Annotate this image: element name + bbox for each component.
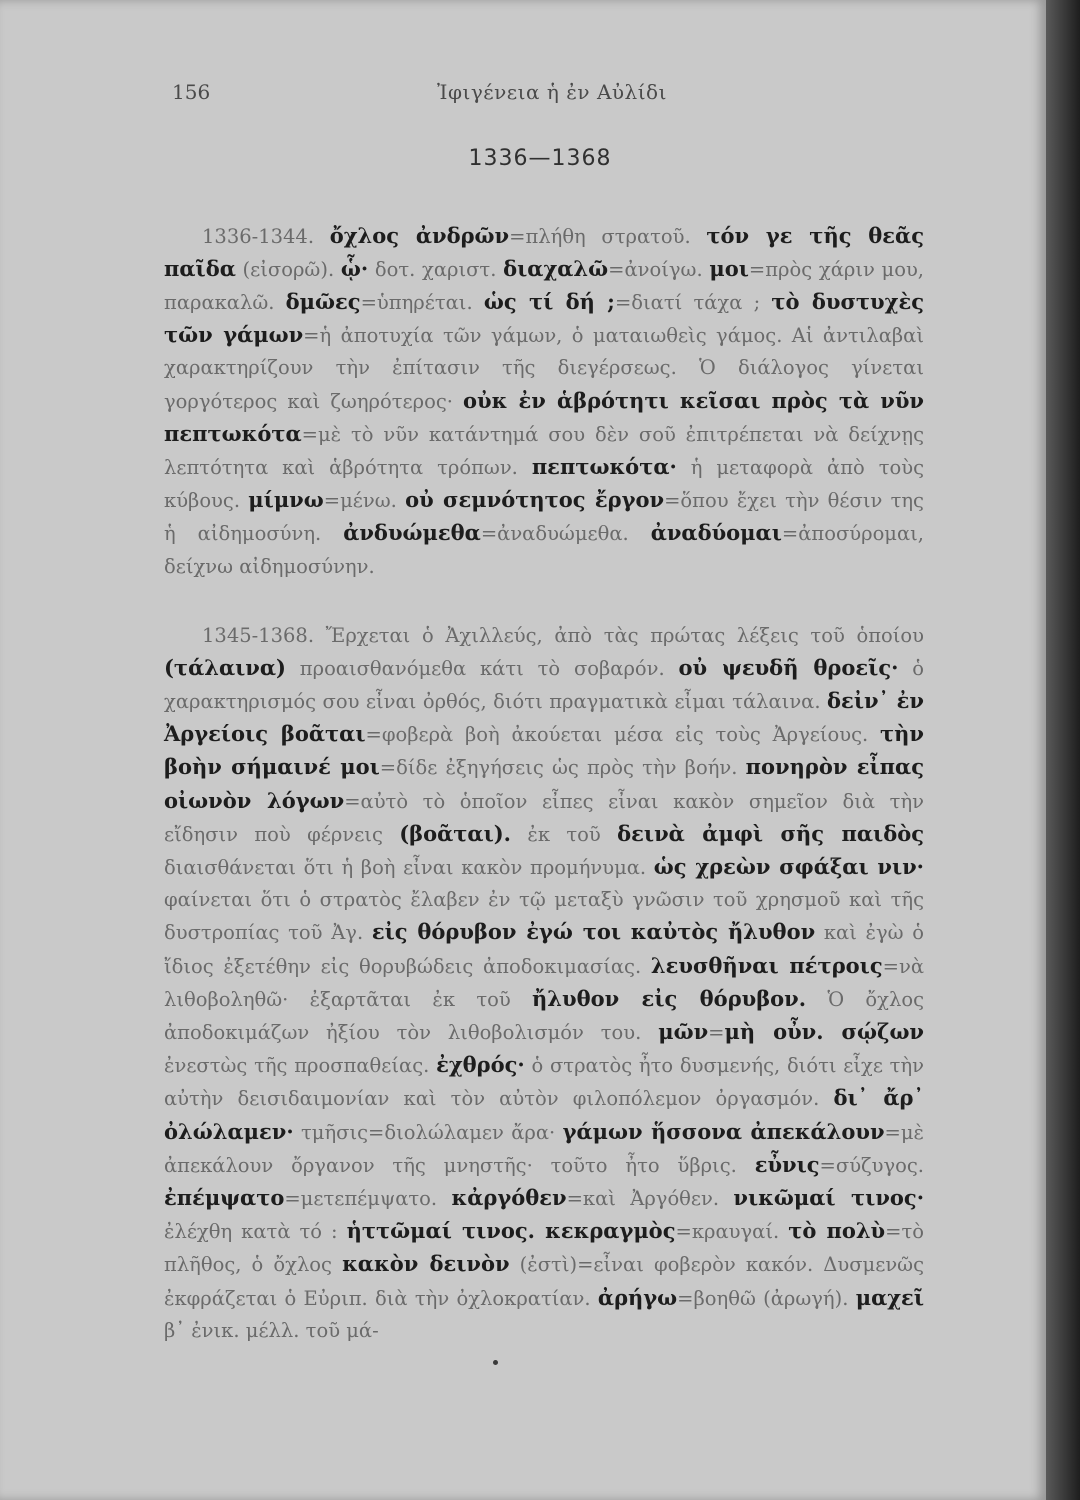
gloss-text: ἡ μεταφορὰ ἀπὸ τοὺς κύβους. xyxy=(164,455,924,513)
gloss-text: =καὶ Ἀργόθεν. xyxy=(566,1186,734,1210)
gloss-text: =πρὸς χάριν μου, παρακαλῶ. xyxy=(164,257,925,314)
commentary-paragraph-1 xyxy=(164,220,924,583)
lemma: ἀρήγω xyxy=(597,1284,678,1310)
lemma: ἀναδύομαι xyxy=(650,520,782,546)
lemma: δμῶες xyxy=(285,288,361,314)
gloss-text: =αὐτὸ τὸ ὁποῖον εἶπες εἶναι κακὸν σημεῖον διὰ τὴν εἴδησιν ποὺ φέρνεις xyxy=(164,789,924,846)
gloss-text: (ἐστὶ)=εἶναι φοβερὸν κακόν. Δυσμενῶς ἐκφράζεται ὁ Εὐριπ. διὰ τὴν ὀχλοκρατίαν. xyxy=(164,1253,924,1310)
gloss-text: (εἰσορῶ). xyxy=(235,257,341,281)
lemma: μαχεῖ xyxy=(855,1284,924,1310)
gloss-text: =κραυγαί. xyxy=(675,1220,789,1244)
gloss-text: =βοηθῶ (ἀρωγή). xyxy=(677,1286,856,1310)
gloss-text: φαίνεται ὅτι ὁ στρατὸς ἔλαβεν ἐν τῷ μεταξὺ γνῶσιν τοῦ χρησμοῦ καὶ τῆς δυστροπίας τοῦ Ἀγ. xyxy=(164,888,924,945)
lemma: γάμων ἥσσονα ἀπεκάλουν xyxy=(562,1118,885,1144)
lemma: οὐκ ἐν ἁβρότητι κεῖσαι πρὸς τὰ νῦν πεπτωκότα xyxy=(164,387,924,446)
gloss-text: =νὰ λιθοβοληθῶ· ἐξαρτᾶται ἐκ τοῦ xyxy=(164,954,924,1011)
lemma: τὸ πολὺ xyxy=(788,1218,886,1244)
lemma: τὴν βοὴν σήμαινέ μοι xyxy=(164,721,924,780)
lemma: εἰς θόρυβον ἐγώ τοι καὐτὸς ἤλυθον xyxy=(371,919,816,945)
gloss-text: =ἀποσύρομαι, δείχνω αἰδημοσύνην. xyxy=(164,522,924,578)
gloss-text: =φοβερὰ βοὴ ἀκούεται μέσα εἰς τοὺς Ἀργείους. xyxy=(365,723,881,747)
lemma: (τάλαινα) xyxy=(164,654,286,680)
lemma: κἀργόθεν xyxy=(451,1184,567,1210)
lemma: (βοᾶται). xyxy=(399,820,511,846)
gloss-text: Ὁ ὄχλος ἀποδοκιμάζων ἠξίου τὸν λιθοβολισμόν του. xyxy=(164,987,925,1044)
lemma: διαχαλῶ xyxy=(503,255,609,281)
gloss-text: ἐκ τοῦ xyxy=(511,822,618,846)
lemma: δι᾽ ἄρ᾽ ὀλώλαμεν· xyxy=(164,1085,924,1144)
lemma: νικῶμαί τινος· xyxy=(733,1184,924,1210)
lemma: τόν γε τῆς θεᾶς παῖδα xyxy=(164,222,925,281)
gloss-text: =σύζυγος. xyxy=(819,1153,924,1177)
gloss-text: ὁ χαρακτηρισμός σου εἶναι ὀρθός, διότι πραγματικὰ εἶμαι τάλαινα. xyxy=(164,656,924,713)
lemma: μοι xyxy=(709,255,749,281)
gloss-text: τμῆσις=διολώλαμεν ἄρα· xyxy=(293,1120,563,1144)
gloss-text: =πλήθη στρατοῦ. xyxy=(509,224,707,248)
gloss-text: β᾽ ἐνικ. μέλλ. τοῦ μά- xyxy=(164,1318,379,1342)
lemma: πεπτωκότα· xyxy=(531,453,677,479)
gloss-text: =μὲ ἀπεκάλουν ὄργανον τῆς μνηστῆς· τοῦτο ἦτο ὕβρις. xyxy=(164,1120,925,1177)
gloss-text: δοτ. χαριστ. xyxy=(368,257,504,281)
section-heading: 1336—1368 xyxy=(468,146,612,171)
gloss-text: = xyxy=(708,1020,725,1044)
gloss-text: προαισθανόμεθα κάτι τὸ σοβαρόν. xyxy=(285,656,679,680)
lemma: ᾧ· xyxy=(340,255,369,281)
lemma: ἤλυθον εἰς θόρυβον. xyxy=(532,985,807,1011)
gloss-text: =ἀναδυώμεθα. xyxy=(480,522,651,546)
gloss-text: =μένω. xyxy=(323,489,406,513)
lemma: κακὸν δεινὸν xyxy=(342,1251,510,1277)
gloss-text: =ἀνοίγω. xyxy=(608,257,710,281)
lemma: ἐπέμψατο xyxy=(164,1184,285,1210)
footer-dot xyxy=(493,1360,498,1365)
lemma: ἀνδυώμεθα xyxy=(343,520,481,546)
gloss-text: =ὅπου ἔχει τὴν θέσιν της ἡ αἰδημοσύνη. xyxy=(164,489,924,546)
gloss-text: =ἡ ἀποτυχία τῶν γάμων, ὁ ματαιωθεὶς γάμος. Αἱ ἀντιλαβαὶ χαρακτηρίζουν τὴν ἐπίτασιν τῆς διεγέρσεως. Ὁ διάλογος γίνεται γοργότερος καὶ ζωηρότερος· xyxy=(164,324,925,413)
gloss-text: καὶ ἐγὼ ὁ ἴδιος ἐξετέθην εἰς θορυβώδεις ἀποδοκιμασίας. xyxy=(164,921,924,978)
lemma: ὄχλος ἀνδρῶν xyxy=(329,222,510,248)
page-number: 156 xyxy=(172,80,211,104)
lemma: λευσθῆναι πέτροις xyxy=(650,952,883,978)
binding-edge xyxy=(1046,0,1080,1500)
commentary-paragraph-2 xyxy=(164,620,924,1347)
running-head xyxy=(172,80,932,110)
lemma: τὸ δυστυχὲς τῶν γάμων xyxy=(164,288,924,348)
lemma: μὴ οὖν. σῴζων xyxy=(724,1018,925,1044)
lemma: εὖνις xyxy=(754,1151,820,1177)
lemma: πονηρὸν εἶπας οἰωνὸν λόγων xyxy=(164,754,924,813)
lemma: οὐ ψευδῆ θροεῖς· xyxy=(678,654,899,680)
gloss-text: =μετεπέμψατο. xyxy=(284,1186,452,1210)
lemma: δεινὰ ἀμφὶ σῆς παιδὸς xyxy=(617,820,924,846)
lemma: ὡς χρεὼν σφάξαι νιν· xyxy=(653,853,924,879)
lemma: οὐ σεμνότητος ἔργον xyxy=(405,487,665,513)
gloss-text: =μὲ τὸ νῦν κατάντημά σου δὲν σοῦ ἐπιτρέπεται νὰ δείχνῃς λεπτότητα καὶ ἁβρότητα τρόπων. xyxy=(164,422,924,479)
gloss-text: =διατί τάχα ; xyxy=(614,290,772,314)
gloss-text: =δίδε ἐξηγήσεις ὡς πρὸς τὴν βοήν. xyxy=(379,756,746,780)
gloss-text: 1336-1344. xyxy=(202,224,330,248)
lemma: δεἰν᾽ ἐν Ἀργείοις βοᾶται xyxy=(164,687,925,747)
lemma: μίμνω xyxy=(248,487,324,513)
running-title: Ἰφιγένεια ἡ ἐν Αὐλίδι xyxy=(437,80,667,104)
gloss-text: διαισθάνεται ὅτι ἡ βοὴ εἶναι κακὸν προμήνυμα. xyxy=(164,855,654,879)
gloss-text: ὁ στρατὸς ἦτο δυσμενής, διότι εἶχε τὴν αὐτὴν δεισιδαιμονίαν καὶ τὸν αὐτὸν φιλοπόλεμον ὀργασμόν. xyxy=(164,1054,924,1111)
lemma: μῶν xyxy=(658,1018,709,1044)
gloss-text: ἐνεστὼς τῆς προσπαθείας. xyxy=(164,1054,437,1078)
gloss-text: =τὸ πλῆθος, ὁ ὄχλος xyxy=(164,1220,924,1277)
gloss-text: 1345-1368. Ἔρχεται ὁ Ἀχιλλεύς, ἀπὸ τὰς πρώτας λέξεις τοῦ ὁποίου xyxy=(202,623,924,647)
gloss-text: ἐλέχθη κατὰ τό : xyxy=(164,1220,347,1244)
lemma: ἐχθρός· xyxy=(436,1052,525,1078)
lemma: ἡττῶμαί τινος. κεκραγμὸς xyxy=(346,1218,676,1244)
gloss-text: =ὑπηρέται. xyxy=(360,290,484,314)
lemma: ὡς τί δή ; xyxy=(483,288,615,314)
